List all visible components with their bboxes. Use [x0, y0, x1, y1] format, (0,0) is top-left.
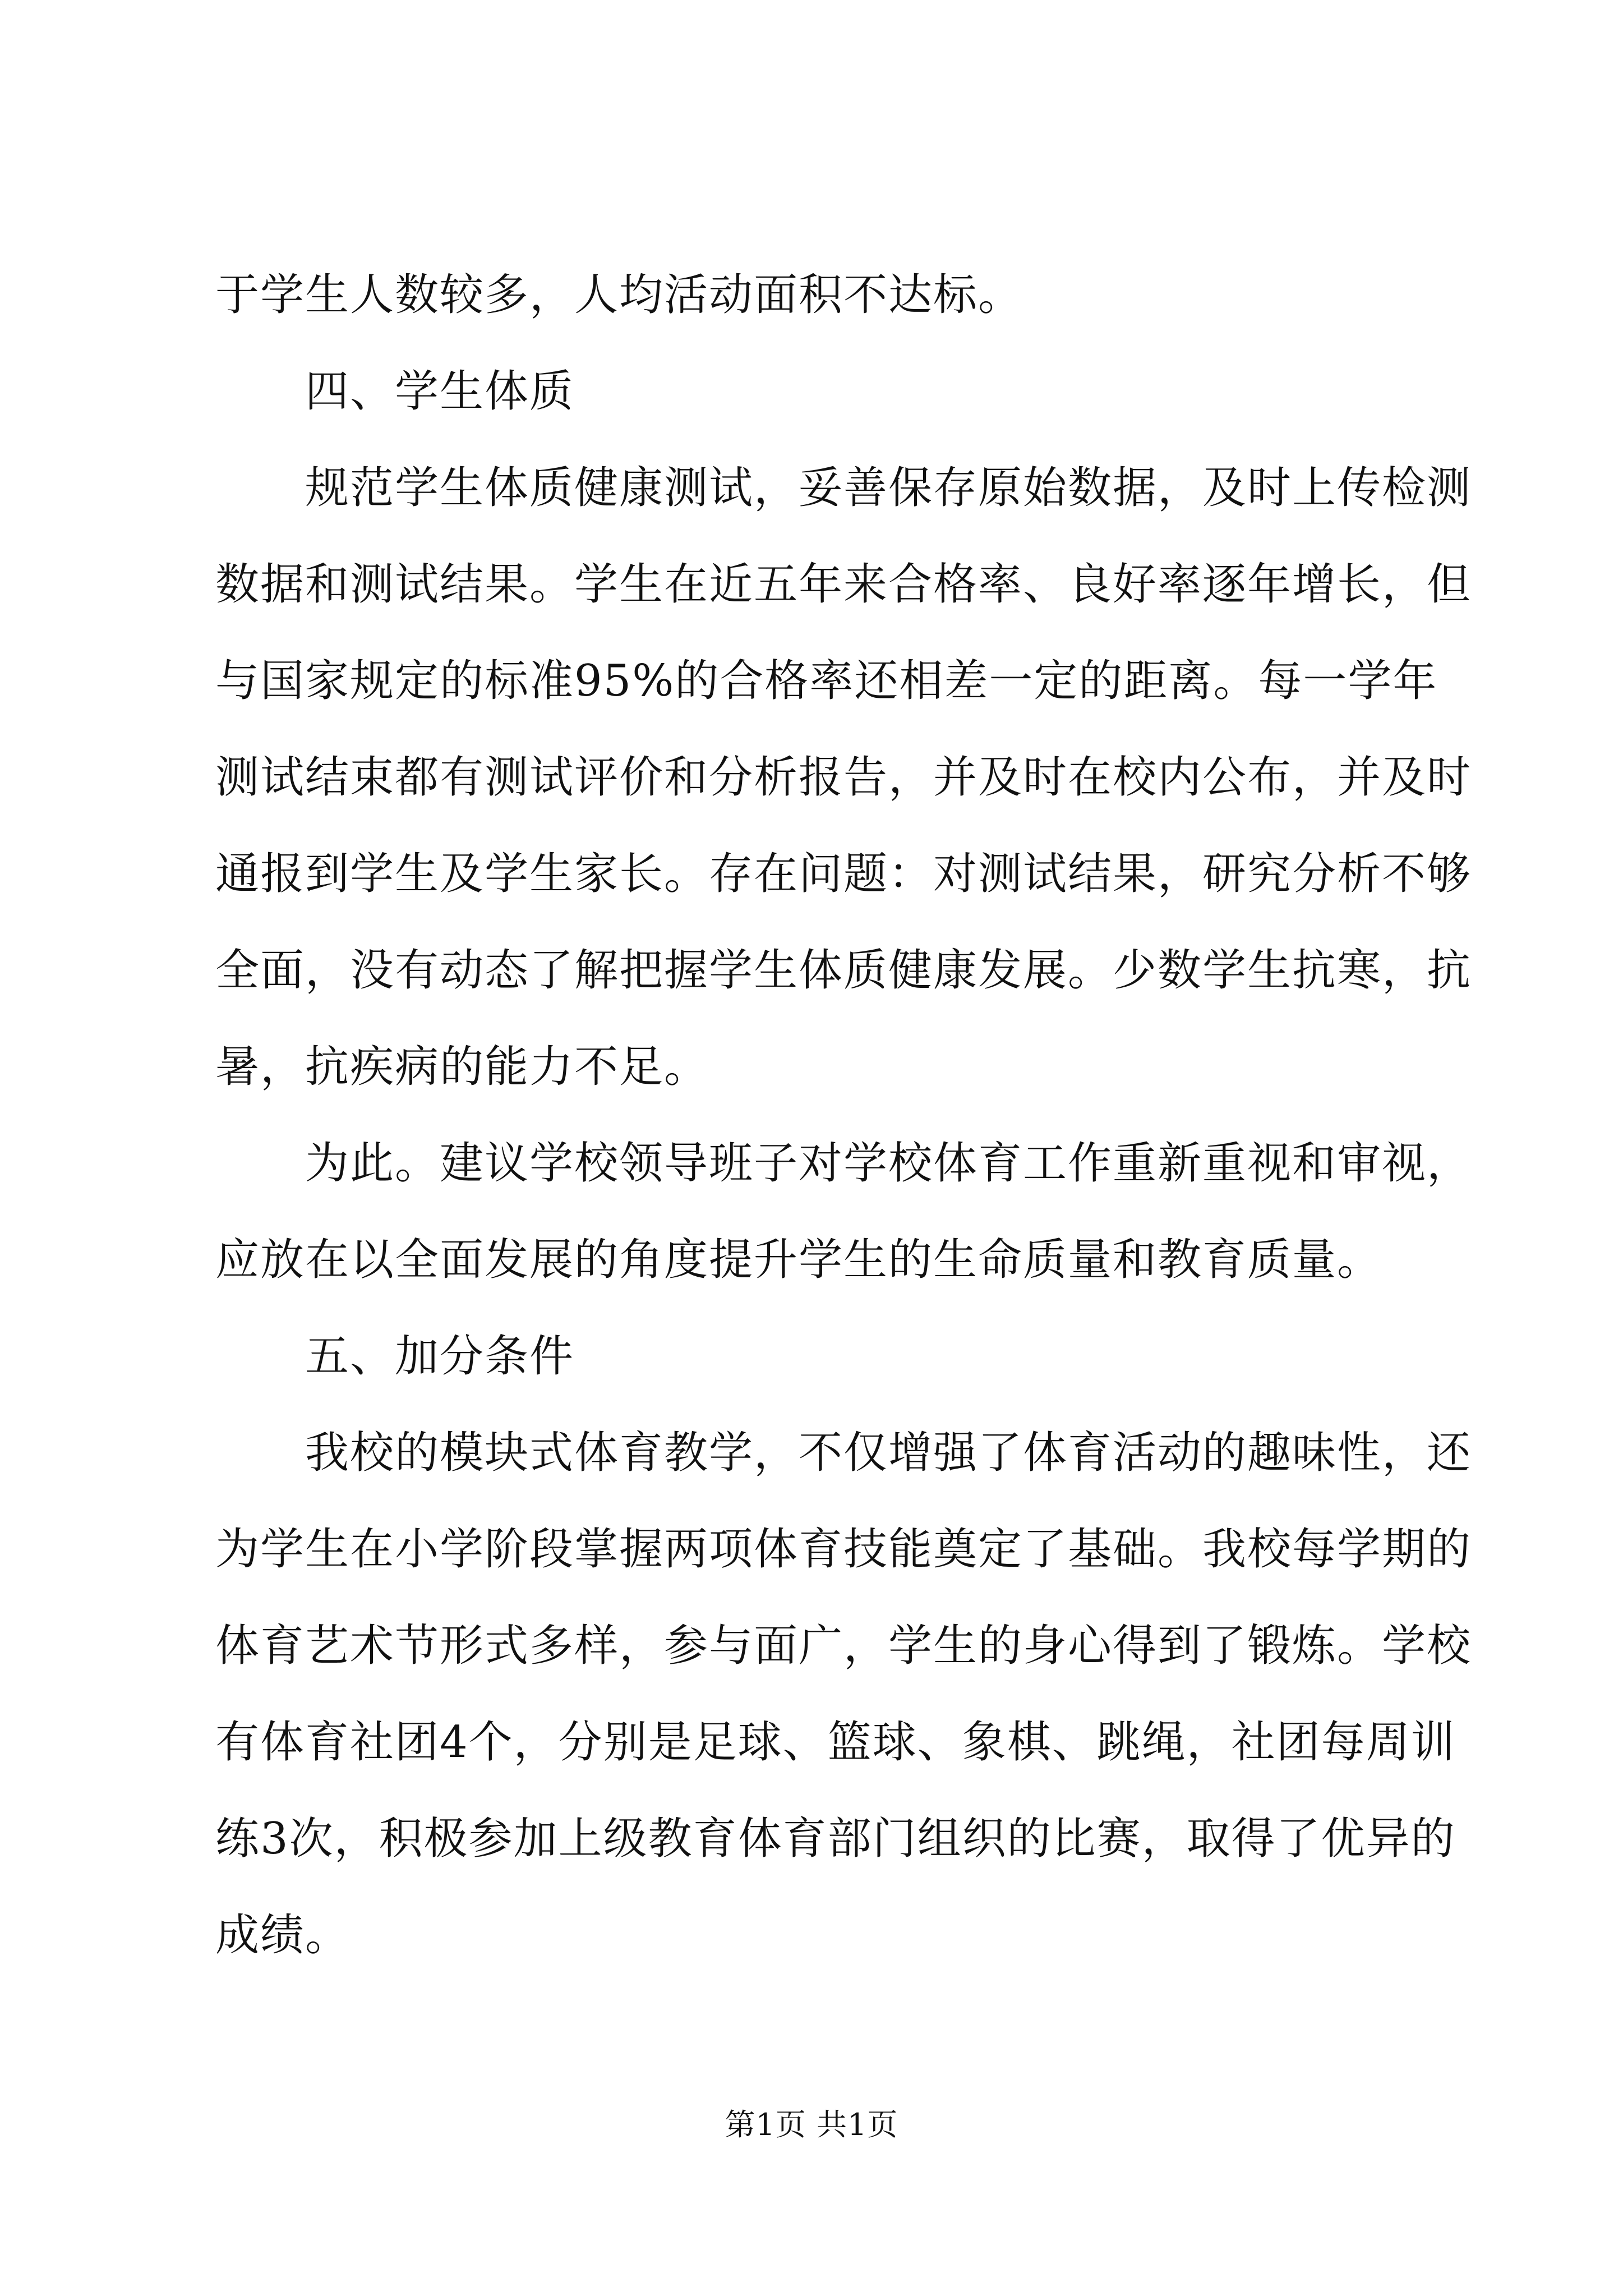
text-line-14: 为学生在小学阶段掌握两项体育技能奠定了基础。我校每学期的: [215, 1524, 1472, 1575]
text-line-7: 通报到学生及学生家长。存在问题：对测试结果，研究分析不够: [215, 849, 1472, 899]
text-line-17: 练3次，积极参加上级教育体育部门组织的比赛，取得了优异的: [215, 1814, 1456, 1864]
text-line-4: 数据和测试结果。学生在近五年来合格率、良好率逐年增长，但: [215, 559, 1472, 610]
text-line-1: 于学生人数较多，人均活动面积不达标。: [215, 270, 1023, 320]
text-line-16: 有体育社团4个，分别是足球、篮球、象棋、跳绳，社团每周训: [215, 1717, 1456, 1768]
text-line-6: 测试结束都有测试评价和分析报告，并及时在校内公布，并及时: [215, 752, 1472, 803]
text-line-9: 暑，抗疾病的能力不足。: [215, 1042, 709, 1092]
document-body: [215, 247, 1472, 1984]
text-line-15: 体育艺术节形式多样，参与面广，学生的身心得到了锻炼。学校: [215, 1621, 1472, 1671]
section-heading-bonus: 五、加分条件: [305, 1331, 575, 1382]
section-heading-physique: 四、学生体质: [305, 366, 575, 417]
text-line-18: 成绩。: [215, 1910, 351, 1961]
text-line-8: 全面，没有动态了解把握学生体质健康发展。少数学生抗寒，抗: [215, 945, 1472, 996]
text-line-5: 与国家规定的标准95%的合格率还相差一定的距离。每一学年: [215, 656, 1438, 706]
page-number-footer: 第1页 共1页: [725, 2107, 898, 2142]
text-line-11: 应放在以全面发展的角度提升学生的生命质量和教育质量。: [215, 1235, 1382, 1285]
text-line-13: 我校的模块式体育教学，不仅增强了体育活动的趣味性，还: [305, 1428, 1472, 1478]
text-line-3: 规范学生体质健康测试，妥善保存原始数据，及时上传检测: [305, 463, 1472, 513]
text-line-10: 为此。建议学校领导班子对学校体育工作重新重视和审视，: [305, 1138, 1472, 1189]
